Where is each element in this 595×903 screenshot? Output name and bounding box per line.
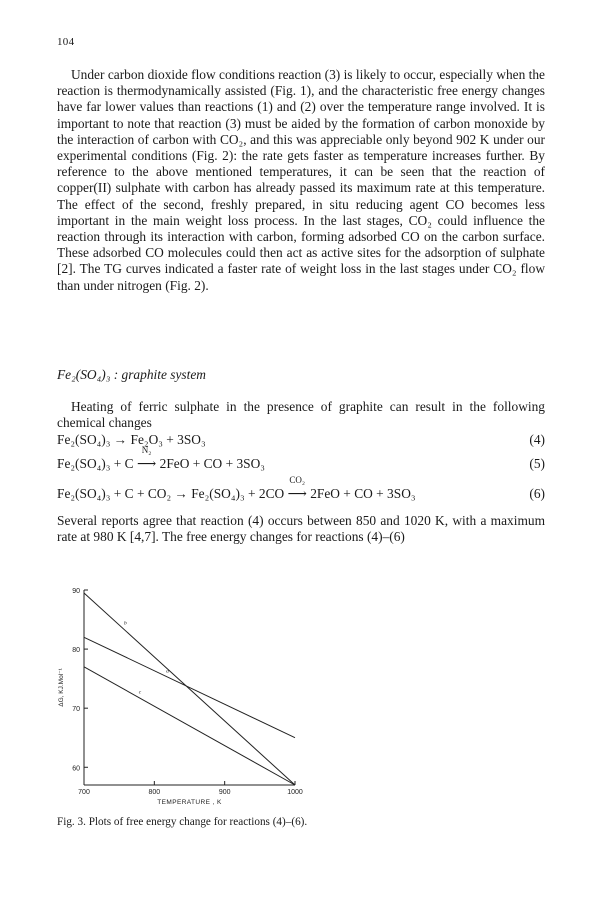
equation-6 (57, 475, 545, 503)
equation-5-arrow-label: N₂ (141, 445, 152, 455)
x-tick-label: 900 (218, 789, 231, 796)
equation-6-body (57, 475, 416, 503)
body-paragraph-2: Heating of ferric sulphate in the presence of graphite can result in the following chemical changes (57, 399, 545, 431)
series-label-b: b (123, 620, 127, 627)
equation-6-lhs: Fe₂(SO₄)₃ + C + CO₂ → Fe₂(SO₄)₃ + 2CO (57, 486, 285, 501)
equation-5 (57, 445, 545, 473)
equation-6-arrow: CO₂ ⟶ (284, 485, 310, 503)
section-heading: Fe₂(SO₄)₃ : graphite system (57, 367, 206, 382)
y-tick-label: 80 (72, 647, 80, 655)
figure-caption: Fig. 3. Plots of free energy change for reactions (4)–(6). (57, 816, 308, 828)
body-paragraph-1: Under carbon dioxide flow conditions reaction (3) is likely to occur, especially when the reaction is thermodynamically assisted (Fig. 1), and the characteristic free energy changes have far lower values than reactions (1) and (2) over the temperature range involved. It is important to note that reaction (3) must be aided by the formation of carbon monoxide by the interaction of carbon with CO₂, and this was appreciable only beyond 902 K under our experimental conditions (Fig. 2): the rate gets faster as temperature increases further. By reference to the above mentioned temperatures, it can be seen that the reaction of copper(II) sulphate with carbon has already passed its maximum rate at this temperature. The effect of the second, freshly prepared, in situ reducing agent CO becomes less important in the main weight loss process. In the last stages, CO₂ could influence the reaction through its interaction with carbon, forming adsorbed CO on the carbon surface. These adsorbed CO molecules could then act as active sites for the adsorption of sulphate [2]. The TG curves indicated a faster rate of weight loss in the last stages under CO₂ flow than under nitrogen (Fig. 2). (57, 67, 545, 293)
y-tick-label: 90 (72, 588, 80, 595)
equation-6-arrow-label: CO₂ (289, 475, 306, 485)
series-line-b (84, 593, 295, 785)
free-energy-chart (45, 575, 325, 820)
equation-5-body (57, 445, 265, 473)
x-tick-label: 700 (78, 789, 90, 796)
page-number: 104 (57, 36, 75, 48)
equation-6-number: (6) (529, 486, 545, 501)
equation-4 (57, 431, 545, 449)
y-tick-label: 60 (72, 765, 80, 773)
y-tick-label: 70 (72, 706, 80, 714)
series-label-a: a (166, 668, 169, 675)
figure-3 (45, 575, 325, 820)
series-line-c (84, 667, 295, 785)
equation-4-number: (4) (529, 432, 545, 447)
x-axis-label: TEMPERATURE , K (157, 799, 222, 806)
equation-5-arrow: N₂ ⟶ (134, 455, 160, 473)
y-axis-label: ΔG, KJ.Mol⁻¹ (58, 668, 65, 707)
equation-5-rhs: 2FeO + CO + 3SO₃ (159, 456, 265, 471)
equation-4-body: Fe₂(SO₄)₃ → Fe₂O₃ + 3SO₃ (57, 432, 206, 447)
x-tick-label: 800 (148, 789, 161, 796)
body-paragraph-3: Several reports agree that reaction (4) occurs between 850 and 1020 K, with a maximum rate at 980 K [4,7]. The free energy changes for reactions (4)–(6) (57, 513, 545, 545)
x-tick-label: 1000 (287, 789, 303, 796)
equation-5-number: (5) (529, 456, 545, 471)
equation-6-rhs: 2FeO + CO + 3SO₃ (310, 486, 416, 501)
equation-5-lhs: Fe₂(SO₄)₃ + C (57, 456, 134, 471)
series-line-a (84, 637, 295, 737)
series-label-c: c (138, 689, 142, 696)
